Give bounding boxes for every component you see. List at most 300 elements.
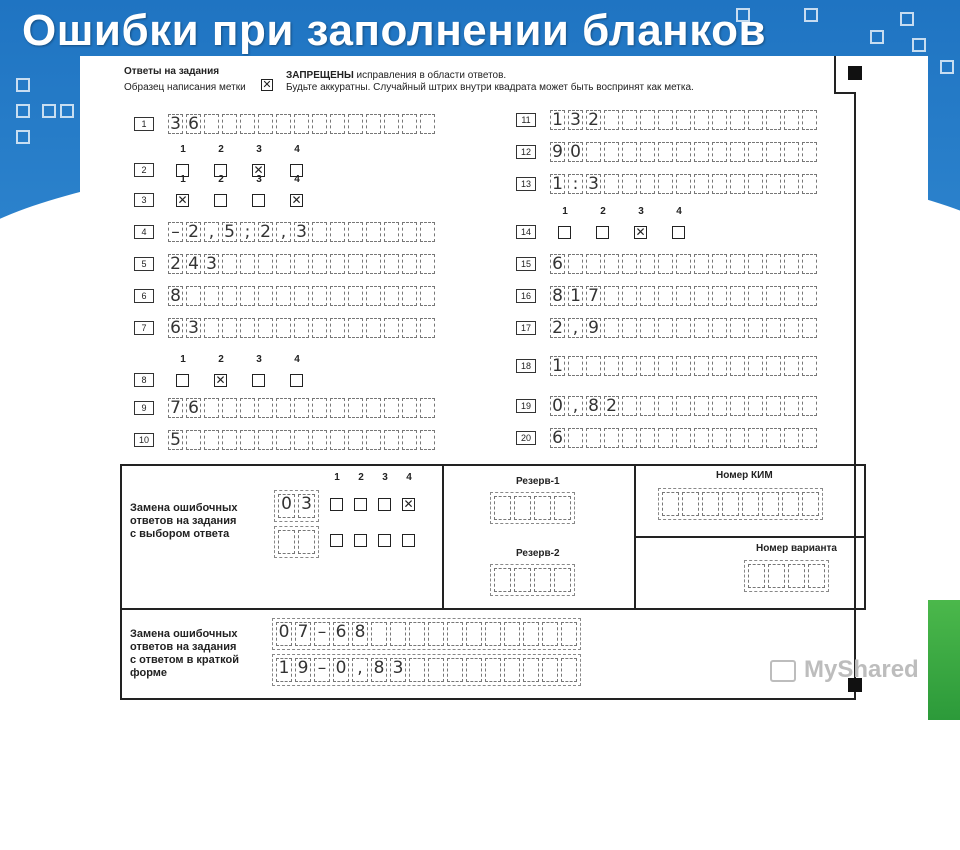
answer-cell[interactable] [784,396,799,416]
answer-cell[interactable] [604,428,619,448]
choice-checkbox[interactable] [290,374,303,387]
answer-cell[interactable] [730,318,745,338]
answer-cell[interactable]: 6 [186,398,201,418]
answer-cell[interactable] [676,110,691,130]
answer-cell[interactable] [240,430,255,450]
answer-cell[interactable]: 6 [550,428,565,448]
answer-cell[interactable] [640,428,655,448]
answer-cell[interactable]: 9 [550,142,565,162]
answer-cell[interactable] [384,254,399,274]
answer-cell[interactable] [712,396,727,416]
replace-short-cell[interactable] [561,622,577,646]
answer-cell[interactable] [622,110,637,130]
answer-cell[interactable] [586,428,601,448]
answer-cell[interactable] [640,318,655,338]
answer-cell[interactable] [312,286,327,306]
answer-row [516,206,836,244]
replace-cell[interactable] [298,530,315,554]
answer-cell[interactable] [348,222,363,242]
answer-cell[interactable] [712,174,727,194]
answer-cell[interactable] [402,222,417,242]
choice-checkbox[interactable] [176,374,189,387]
answer-cell[interactable] [312,114,327,134]
answer-cell[interactable] [766,356,781,376]
answer-cell[interactable] [730,428,745,448]
replace-short-cell[interactable] [466,658,482,682]
answer-cell[interactable] [712,318,727,338]
choice-checkbox[interactable]: ✕ [291,193,302,207]
replace-short-cell[interactable] [504,658,520,682]
answer-cell[interactable] [276,398,291,418]
answer-cell[interactable] [276,286,291,306]
answer-cell[interactable] [402,398,417,418]
replace-choice-checkbox[interactable]: ✕ [403,497,414,511]
answer-cell[interactable] [294,286,309,306]
answer-cell[interactable] [802,286,817,306]
answer-cell[interactable] [348,430,363,450]
replace-short-cell[interactable]: 0 [276,622,292,646]
answer-cell[interactable]: 7 [586,286,601,306]
answer-cell[interactable] [802,428,817,448]
replace-short-cell[interactable] [504,622,520,646]
answer-cell[interactable] [712,286,727,306]
answer-cell[interactable] [240,398,255,418]
answer-cell[interactable] [676,318,691,338]
answer-cell[interactable]: : [568,174,583,194]
answer-cell[interactable] [604,110,619,130]
answer-cell[interactable] [658,286,673,306]
answer-cell[interactable] [222,114,237,134]
answer-cell[interactable] [730,286,745,306]
answer-cell[interactable] [348,114,363,134]
answer-cell[interactable] [748,428,763,448]
answer-cell[interactable]: , [204,222,219,242]
answer-cell[interactable] [784,174,799,194]
answer-row [134,174,454,212]
answer-cell[interactable]: 8 [168,286,183,306]
answer-cell[interactable] [276,430,291,450]
answer-cell[interactable] [766,142,781,162]
answer-cell[interactable] [276,114,291,134]
answer-cell[interactable] [640,174,655,194]
answer-cell[interactable] [586,356,601,376]
answer-cell[interactable]: 6 [550,254,565,274]
answer-cell[interactable]: 8 [550,286,565,306]
answer-cell[interactable] [730,142,745,162]
answer-cell[interactable]: 3 [568,110,583,130]
answer-cell[interactable] [420,286,435,306]
answer-cell[interactable]: 2 [258,222,273,242]
answer-cell[interactable] [568,428,583,448]
answer-cell[interactable]: 5 [222,222,237,242]
answer-cell[interactable] [694,254,709,274]
answer-cell[interactable] [330,286,345,306]
answer-cell[interactable] [658,174,673,194]
answer-cell[interactable] [748,142,763,162]
answer-cell[interactable]: , [276,222,291,242]
answer-cell[interactable] [766,396,781,416]
answer-cell[interactable] [784,110,799,130]
replace-short-cell[interactable] [409,622,425,646]
answer-cell[interactable] [658,428,673,448]
answer-cell[interactable] [568,254,583,274]
answer-cell[interactable] [330,398,345,418]
replace-short-cell[interactable] [485,658,501,682]
answer-cell[interactable] [420,318,435,338]
answer-cell[interactable] [294,430,309,450]
answer-cell[interactable] [330,114,345,134]
answer-cell[interactable] [330,254,345,274]
answer-cell[interactable] [366,286,381,306]
answer-cell[interactable] [258,318,273,338]
answer-cell[interactable] [348,318,363,338]
answer-cell[interactable] [312,318,327,338]
answer-cell[interactable] [276,318,291,338]
answer-cell[interactable] [748,254,763,274]
answer-cell[interactable]: 3 [586,174,601,194]
answer-cell[interactable] [186,286,201,306]
answer-cell[interactable] [622,396,637,416]
replace-cell[interactable]: 0 [278,494,295,518]
answer-cell[interactable] [748,318,763,338]
answer-cell[interactable] [658,396,673,416]
replace-choice-checkbox[interactable] [354,534,367,547]
answer-cell[interactable] [784,286,799,306]
answer-cell[interactable] [294,318,309,338]
answer-cell[interactable] [766,110,781,130]
answer-cell[interactable]: 3 [186,318,201,338]
answer-cell[interactable] [222,254,237,274]
replace-cell[interactable] [278,530,295,554]
replace-short-cell[interactable]: 0 [333,658,349,682]
answer-cell[interactable] [384,286,399,306]
answer-cell[interactable] [712,356,727,376]
answer-cell[interactable] [204,114,219,134]
replace-choice-checkbox[interactable] [378,498,391,511]
answer-cell[interactable] [640,142,655,162]
answer-cell[interactable] [766,286,781,306]
answer-cell[interactable] [784,142,799,162]
answer-cell[interactable] [712,254,727,274]
replace-short-cell[interactable] [371,622,387,646]
answer-cell[interactable] [240,114,255,134]
answer-cell[interactable] [204,286,219,306]
answer-cell[interactable] [694,174,709,194]
answer-cell[interactable]: 1 [550,356,565,376]
answer-cell[interactable] [276,254,291,274]
answer-cell[interactable] [420,222,435,242]
replace-short-cell[interactable]: 8 [352,622,368,646]
replace-short-cell[interactable]: 7 [295,622,311,646]
answer-cell[interactable] [784,318,799,338]
answer-cell[interactable] [694,286,709,306]
answer-cell[interactable] [676,356,691,376]
answer-cell[interactable] [730,356,745,376]
answer-cell[interactable]: 3 [168,114,183,134]
answer-cell[interactable]: 6 [186,114,201,134]
answer-cell[interactable] [294,254,309,274]
answer-cell[interactable] [586,142,601,162]
answer-cell[interactable] [640,396,655,416]
replace-short-cell[interactable]: 8 [371,658,387,682]
answer-cell[interactable] [622,318,637,338]
replace-cell[interactable]: 3 [298,494,315,518]
answer-cell[interactable] [658,318,673,338]
replace-short-cell[interactable] [466,622,482,646]
answer-cell[interactable]: 2 [586,110,601,130]
answer-cell[interactable] [712,142,727,162]
answer-cell[interactable] [312,222,327,242]
replace-short-cell[interactable] [561,658,577,682]
answer-cell[interactable] [658,356,673,376]
answer-cell[interactable] [748,396,763,416]
answer-cell[interactable] [730,254,745,274]
answer-cell[interactable] [784,428,799,448]
answer-cell[interactable] [802,254,817,274]
answer-cell[interactable] [402,318,417,338]
answer-cell[interactable] [222,318,237,338]
answer-cell[interactable] [712,428,727,448]
replace-short-cell[interactable] [447,658,463,682]
answer-cell[interactable] [748,286,763,306]
answer-cell[interactable] [658,254,673,274]
choice-checkbox[interactable] [214,194,227,207]
answer-cell[interactable] [766,428,781,448]
answer-cell[interactable] [622,286,637,306]
choice-checkbox[interactable]: ✕ [253,163,264,177]
answer-cell[interactable] [402,114,417,134]
answer-cell[interactable] [294,114,309,134]
choice-checkbox[interactable]: ✕ [635,225,646,239]
replace-short-cell[interactable] [428,622,444,646]
answer-cell[interactable]: 6 [168,318,183,338]
answer-cell[interactable] [676,428,691,448]
answer-cell[interactable] [348,286,363,306]
answer-cell[interactable] [384,222,399,242]
answer-cell[interactable]: – [168,222,183,242]
answer-cell[interactable] [402,286,417,306]
replace-short-cell[interactable] [447,622,463,646]
answer-cell[interactable]: 9 [586,318,601,338]
answer-cell[interactable] [640,110,655,130]
choice-checkbox[interactable]: ✕ [177,193,188,207]
answer-cell[interactable] [622,356,637,376]
answer-cell[interactable]: 1 [550,174,565,194]
answer-cell[interactable] [366,222,381,242]
answer-cell[interactable] [366,398,381,418]
answer-cell[interactable] [622,174,637,194]
answer-cell[interactable] [366,254,381,274]
answer-cell[interactable]: 3 [204,254,219,274]
replace-short-cell[interactable]: – [314,658,330,682]
task-number: 6 [134,289,154,303]
answer-cell[interactable] [222,286,237,306]
replace-choice-checkbox[interactable] [378,534,391,547]
answer-cell[interactable]: 2 [186,222,201,242]
answer-cell[interactable] [802,318,817,338]
answer-cell[interactable] [640,286,655,306]
answer-cell[interactable] [420,254,435,274]
answer-cell[interactable]: 3 [294,222,309,242]
answer-cell[interactable] [766,174,781,194]
answer-cell[interactable] [258,286,273,306]
answer-cell[interactable] [784,254,799,274]
replace-short-cell[interactable]: 6 [333,622,349,646]
answer-cell[interactable] [622,142,637,162]
choice-checkbox[interactable] [596,226,609,239]
answer-cell[interactable] [802,142,817,162]
answer-cell[interactable] [222,430,237,450]
replace-short-cell[interactable]: 3 [390,658,406,682]
answer-cell[interactable] [802,356,817,376]
answer-cell[interactable] [604,318,619,338]
answer-cell[interactable] [676,174,691,194]
answer-cell[interactable] [240,286,255,306]
answer-cell[interactable] [312,398,327,418]
answer-cell[interactable] [258,398,273,418]
answer-cell[interactable] [420,114,435,134]
answer-cell[interactable] [676,142,691,162]
answer-cell[interactable] [766,254,781,274]
answer-cell[interactable]: 2 [604,396,619,416]
answer-cell[interactable] [366,114,381,134]
answer-cell[interactable] [366,318,381,338]
answer-cell[interactable]: 5 [168,430,183,450]
answer-cell[interactable]: ; [240,222,255,242]
answer-cell[interactable] [384,114,399,134]
answer-cell[interactable] [420,430,435,450]
choice-checkbox[interactable] [252,374,265,387]
answer-cell[interactable] [330,430,345,450]
answer-cell[interactable] [784,356,799,376]
answer-cell[interactable] [204,398,219,418]
answer-cell[interactable]: 8 [586,396,601,416]
answer-cell[interactable] [312,254,327,274]
replace-short-cell[interactable] [409,658,425,682]
answer-cell[interactable] [640,356,655,376]
answer-cell[interactable]: 2 [550,318,565,338]
choice-checkbox[interactable] [558,226,571,239]
replace-short-cell[interactable] [390,622,406,646]
answer-cell[interactable] [604,356,619,376]
replace-short-cell[interactable] [542,658,558,682]
replace-short-cell[interactable] [523,658,539,682]
answer-cell[interactable] [402,430,417,450]
answer-cell[interactable]: 1 [550,110,565,130]
replace-choice-checkbox[interactable] [354,498,367,511]
replace-short-cell[interactable]: 1 [276,658,292,682]
answer-cell[interactable] [622,428,637,448]
answer-cell[interactable] [748,110,763,130]
answer-cell[interactable] [240,318,255,338]
answer-cell[interactable] [586,254,601,274]
replace-short-cell[interactable]: , [352,658,368,682]
answer-cell[interactable] [604,286,619,306]
answer-cell[interactable] [348,398,363,418]
answer-cell[interactable] [366,430,381,450]
answer-cell[interactable] [676,286,691,306]
replace-short-cell[interactable]: – [314,622,330,646]
answer-cell[interactable] [694,396,709,416]
answer-cell[interactable] [694,318,709,338]
answer-cell[interactable] [658,142,673,162]
answer-cell[interactable] [604,142,619,162]
answer-cell[interactable] [712,110,727,130]
answer-cell[interactable]: 4 [186,254,201,274]
answer-cell[interactable] [748,174,763,194]
answer-cell[interactable]: 2 [168,254,183,274]
replace-choice-checkbox[interactable] [330,498,343,511]
replace-short-cell[interactable] [428,658,444,682]
answer-cell[interactable] [604,174,619,194]
answer-cell[interactable] [330,318,345,338]
answer-cell[interactable] [348,254,363,274]
choice-checkbox[interactable] [672,226,685,239]
answer-cell[interactable] [676,396,691,416]
answer-cell[interactable] [604,254,619,274]
answer-cell[interactable] [676,254,691,274]
answer-cell[interactable] [568,356,583,376]
answer-cell[interactable] [420,398,435,418]
answer-cell[interactable] [622,254,637,274]
answer-cell[interactable] [258,254,273,274]
answer-cell[interactable] [730,174,745,194]
answer-cell[interactable] [384,398,399,418]
answer-cell[interactable] [658,110,673,130]
answer-cell[interactable] [204,318,219,338]
answer-cell[interactable] [802,396,817,416]
answer-cell[interactable] [294,398,309,418]
answer-cell[interactable] [694,110,709,130]
answer-cell[interactable]: , [568,396,583,416]
choice-checkbox[interactable] [252,194,265,207]
answer-cell[interactable]: 1 [568,286,583,306]
answer-cell[interactable] [240,254,255,274]
answer-cell[interactable] [384,430,399,450]
answer-cell[interactable] [694,428,709,448]
replace-choice-checkbox[interactable] [330,534,343,547]
answer-cell[interactable] [694,356,709,376]
answer-cell[interactable] [730,110,745,130]
answer-cell[interactable] [312,430,327,450]
answer-cell[interactable] [204,430,219,450]
answer-cell[interactable] [640,254,655,274]
replace-short-cell[interactable] [542,622,558,646]
choice-checkbox[interactable]: ✕ [215,373,226,387]
replace-short-cell[interactable]: 9 [295,658,311,682]
answer-cell[interactable]: 7 [168,398,183,418]
answer-cell[interactable] [258,430,273,450]
replace-choice-checkbox[interactable] [402,534,415,547]
answer-cell[interactable] [748,356,763,376]
answer-cell[interactable] [802,110,817,130]
answer-cell[interactable] [766,318,781,338]
answer-cell[interactable] [222,398,237,418]
answer-cell[interactable] [802,174,817,194]
replace-short-cell[interactable] [485,622,501,646]
answer-cell[interactable] [186,430,201,450]
answer-cell[interactable] [402,254,417,274]
answer-cell[interactable] [694,142,709,162]
answer-cell[interactable] [730,396,745,416]
answer-cell[interactable] [384,318,399,338]
answer-cell[interactable]: 0 [550,396,565,416]
replace-short-cell[interactable] [523,622,539,646]
answer-cell[interactable] [258,114,273,134]
answer-cell[interactable] [330,222,345,242]
answer-cell[interactable]: , [568,318,583,338]
answer-cell[interactable]: 0 [568,142,583,162]
